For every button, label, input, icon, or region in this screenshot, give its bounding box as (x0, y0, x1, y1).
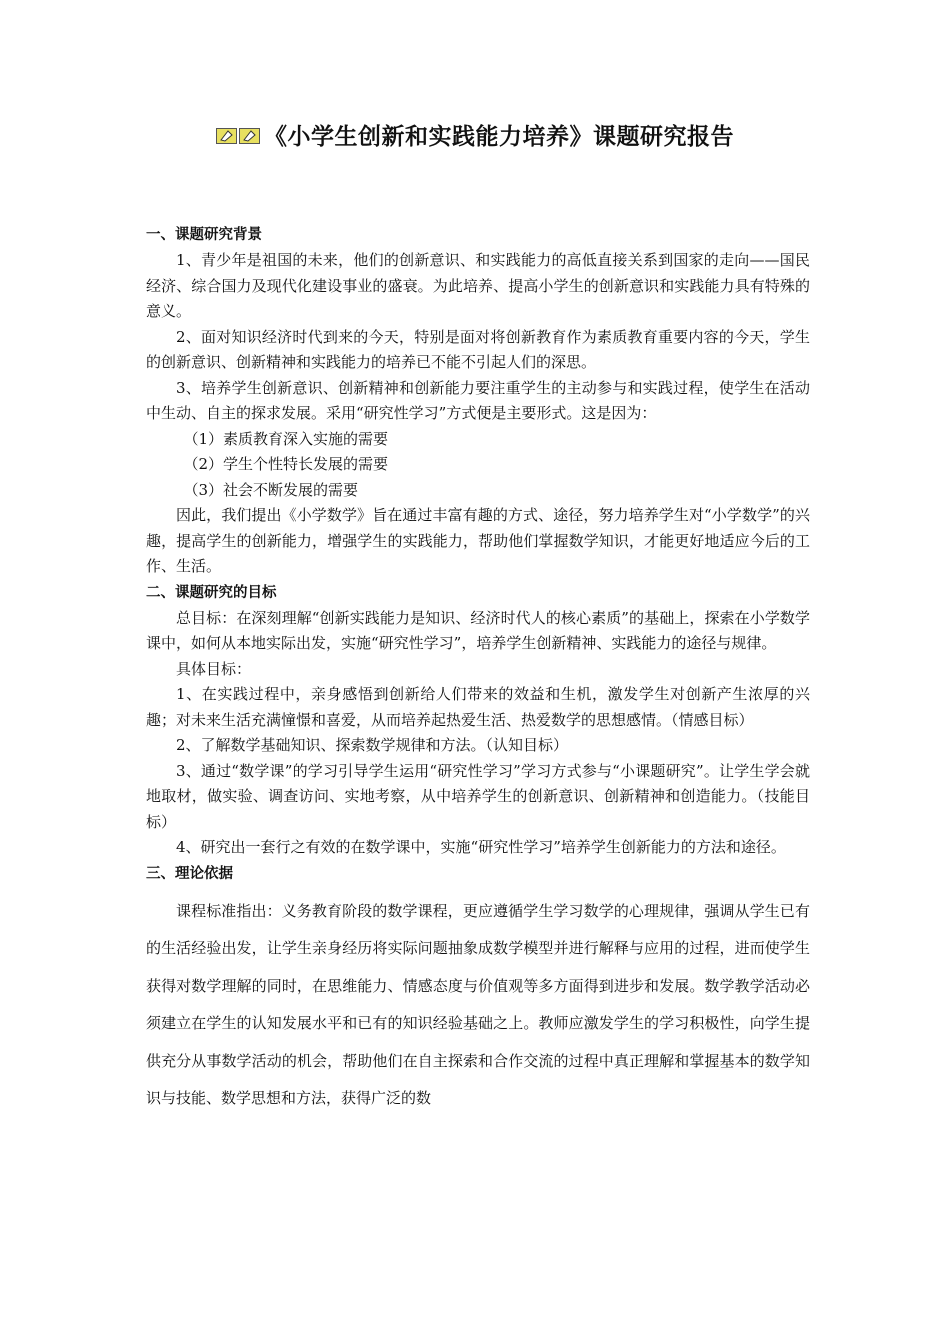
section-heading: 一、课题研究背景 (146, 227, 262, 243)
list-item: （1）素质教育深入实施的需要 (183, 429, 389, 448)
paragraph: 3、培养学生创新意识、创新精神和创新能力要注重学生的主动参与和实践过程，使学生在活动中生动、自主的探求发展。采用“研究性学习”方式便是主要形式。这是因为： (146, 378, 810, 422)
paragraph: 具体目标： (176, 659, 252, 678)
paragraph: 1、青少年是祖国的未来，他们的创新意识、和实践能力的高低直接关系到国家的走向——国民经济、综合国力及现代化建设事业的盛衰。为此培养、提高小学生的创新意识和实践能力具有特殊的意义。 (146, 251, 810, 320)
paragraph: 总目标：在深刻理解“创新实践能力是知识、经济时代人的核心素质”的基础上，探索在小学数学课中，如何从本地实际出发，实施“研究性学习”，培养学生创新精神、实践能力的途径与规律。 (146, 608, 810, 652)
document-body (146, 222, 810, 1118)
title-badge (216, 125, 260, 151)
paragraph: 3、通过“数学课”的学习引导学生运用“研究性学习”学习方式参与“小课题研究”。让学生学会就地取材，做实验、调查访问、实地考察，从中培养学生的创新意识、创新精神和创造能力。（技能目标） (146, 761, 810, 831)
list-item: （2）学生个性特长发展的需要 (183, 455, 389, 473)
document-title: 《小学生创新和实践能力培养》课题研究报告 (264, 124, 734, 150)
paragraph: 2、面对知识经济时代到来的今天，特别是面对将创新教育作为素质教育重要内容的今天，学生的创新意识、创新精神和实践能力的培养已不能不引起人们的深思。 (146, 327, 810, 371)
section-heading: 三、理论依据 (146, 865, 233, 882)
paragraph: 2、了解数学基础知识、探索数学规律和方法。（认知目标） (176, 736, 569, 754)
paragraph: 1、在实践过程中，亲身感悟到创新给人们带来的效益和生机，激发学生对创新产生浓厚的兴趣；对未来生活充满憧憬和喜爱，从而培养起热爱生活、热爱数学的思想感情。（情感目标） (146, 685, 810, 729)
paragraph: 课程标准指出：义务教育阶段的数学课程，更应遵循学生学习数学的心理规律，强调从学生已有的生活经验出发，让学生亲身经历将实际问题抽象成数学模型并进行解释与应用的过程，进而使学生获得对数学理解的同时，在思维能力、情感态度与价值观等多方面得到进步和发展。数学教学活动必须建立在学生的认知发展水平和已有的知识经验基础之上。教师应激发学生的学习积极性，向学生提供充分从事数学活动的机会，帮助他们在自主探索和合作交流的过程中真正理解和掌握基本的数学知识与技能、数学思想和方法，获得广泛的数 (146, 901, 810, 1107)
list-item: （3）社会不断发展的需要 (183, 480, 359, 499)
paragraph: 因此，我们提出《小学数学》旨在通过丰富有趣的方式、途径，努力培养学生对“小学数学”的兴趣，提高学生的创新能力，增强学生的实践能力，帮助他们掌握数学知识，才能更好地适应今后的工作、生活。 (146, 506, 810, 575)
paragraph: 4、研究出一套行之有效的在数学课中，实施“研究性学习”培养学生创新能力的方法和途径。 (176, 838, 786, 856)
section-heading: 二、课题研究的目标 (146, 584, 277, 601)
document-title-row (0, 118, 950, 151)
bookmark-icon (216, 127, 260, 145)
